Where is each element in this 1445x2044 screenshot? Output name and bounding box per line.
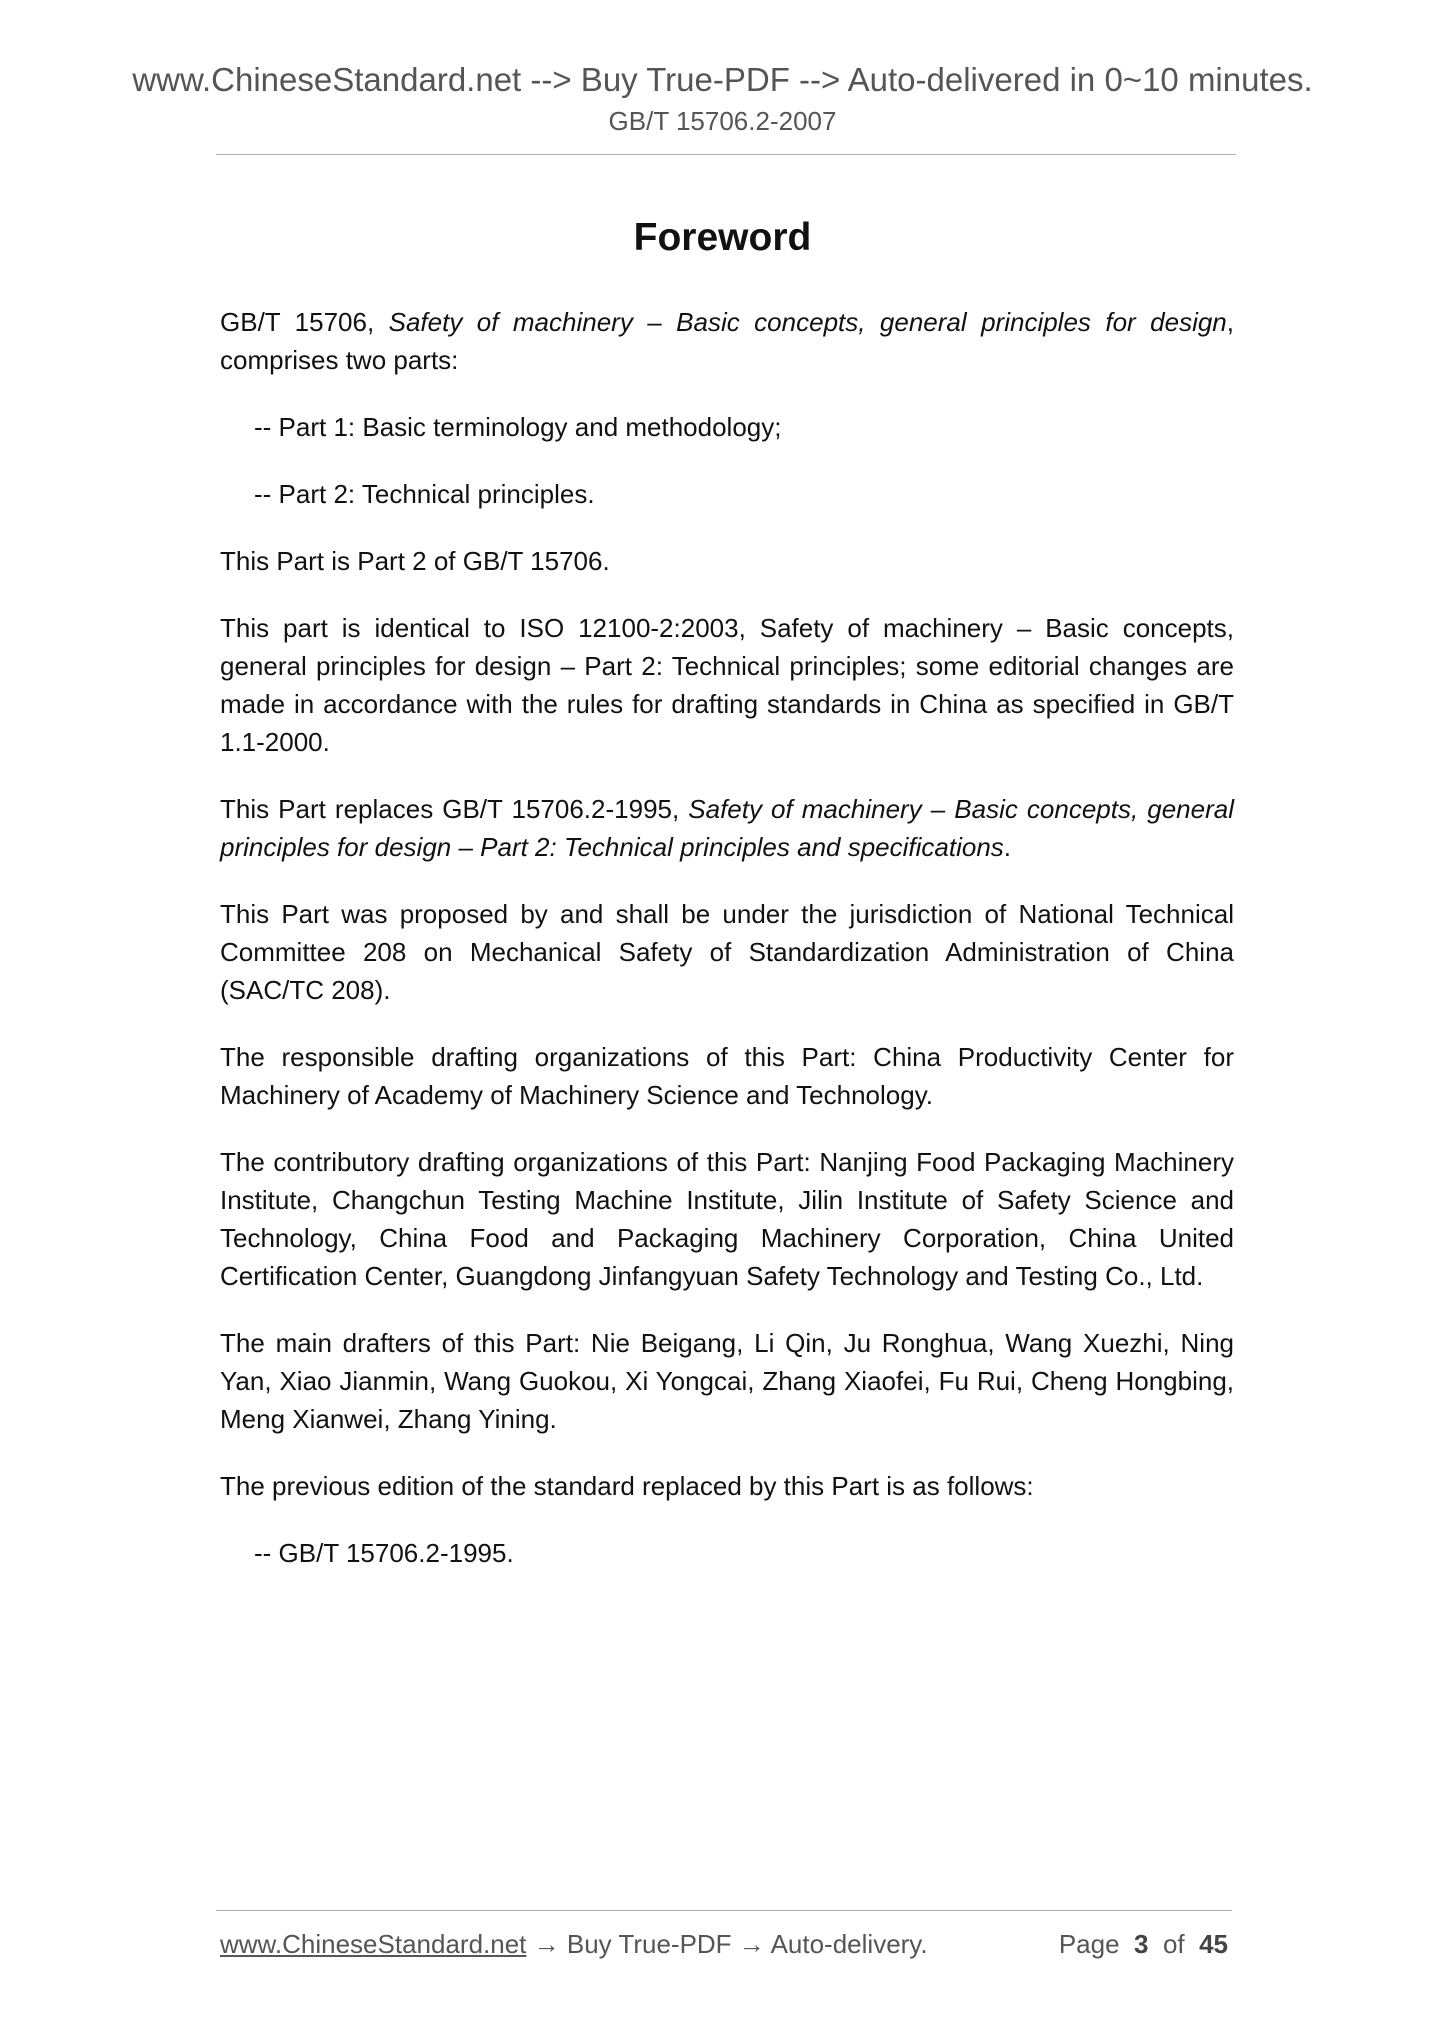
footer-left <box>220 1926 928 1962</box>
paragraph-proposed: This Part was proposed by and shall be under the jurisdiction of National Technical Committee 208 on Mechanical Safety of Standardization Administration of China (SAC/TC 208). <box>220 899 1234 1005</box>
paragraph-responsible-orgs: The responsible drafting organizations of this Part: China Productivity Center for Machinery of Academy of Machinery Science and Technology. <box>220 1042 1234 1110</box>
page-total: 45 <box>1199 1929 1228 1959</box>
list-item-previous: -- GB/T 15706.2-1995. <box>254 1538 514 1568</box>
replaces-standard-title: Safety of machinery – Basic concepts, general principles for design – Part 2: Technical principles and specifications <box>220 794 1234 862</box>
list-item-part2: -- Part 2: Technical principles. <box>254 479 595 509</box>
footer-tagline: → Buy True-PDF → Auto-delivery. <box>526 1929 928 1959</box>
page-of-label: of <box>1162 1929 1185 1959</box>
page-label: Page <box>1058 1929 1120 1959</box>
header-promo-text: www.ChineseStandard.net --> Buy True-PDF --> Auto-delivered in 0~10 minutes. <box>132 61 1313 98</box>
paragraph-replaces <box>220 790 1234 866</box>
intro-text-tail: , comprises two parts: <box>220 307 1234 375</box>
list-item-part1: -- Part 1: Basic terminology and methodology; <box>254 412 782 442</box>
paragraph-part-statement: This Part is Part 2 of GB/T 15706. <box>220 546 610 576</box>
footer-divider <box>216 1910 1232 1911</box>
replaces-text-tail: . <box>1003 832 1012 862</box>
paragraph-drafters: The main drafters of this Part: Nie Beigang, Li Qin, Ju Ronghua, Wang Xuezhi, Ning Yan, Xiao Jianmin, Wang Guokou, Xi Yongcai, Zhang Xiaofei, Fu Rui, Cheng Hongbing, Meng Xianwei, Zhang Yining. <box>220 1328 1234 1434</box>
paragraph-identical: This part is identical to ISO 12100-2:2003, Safety of machinery – Basic concepts, general principles for design – Part 2: Technical principles; some editorial changes are made in accordance with the rules for drafting standards in China as specified in GB/T 1.1-2000. <box>220 613 1234 757</box>
intro-standard-title: Safety of machinery – Basic concepts, general principles for design <box>388 307 1227 337</box>
paragraph-intro <box>220 303 1234 379</box>
footer-page-indicator <box>1059 1926 1228 1962</box>
paragraph-contributory-orgs: The contributory drafting organizations of this Part: Nanjing Food Packaging Machinery Institute, Changchun Testing Machine Institute, Jilin Institute of Safety Science and Technology, China Food and Packaging Machinery Corporation, China United Certification Center, Guangdong Jinfangyuan Safety Technology and Testing Co., Ltd. <box>220 1147 1234 1291</box>
header-divider <box>216 154 1236 155</box>
page-number: 3 <box>1134 1929 1149 1959</box>
foreword-body <box>220 303 1234 1601</box>
paragraph-previous-edition: The previous edition of the standard replaced by this Part is as follows: <box>220 1471 1034 1501</box>
header-doc-id: GB/T 15706.2-2007 <box>608 106 837 136</box>
page-title: Foreword <box>633 216 812 259</box>
footer-site-link[interactable]: www.ChineseStandard.net <box>220 1929 527 1959</box>
replaces-text-lead: This Part replaces GB/T 15706.2-1995, <box>220 794 689 824</box>
intro-text-lead: GB/T 15706, <box>220 307 389 337</box>
